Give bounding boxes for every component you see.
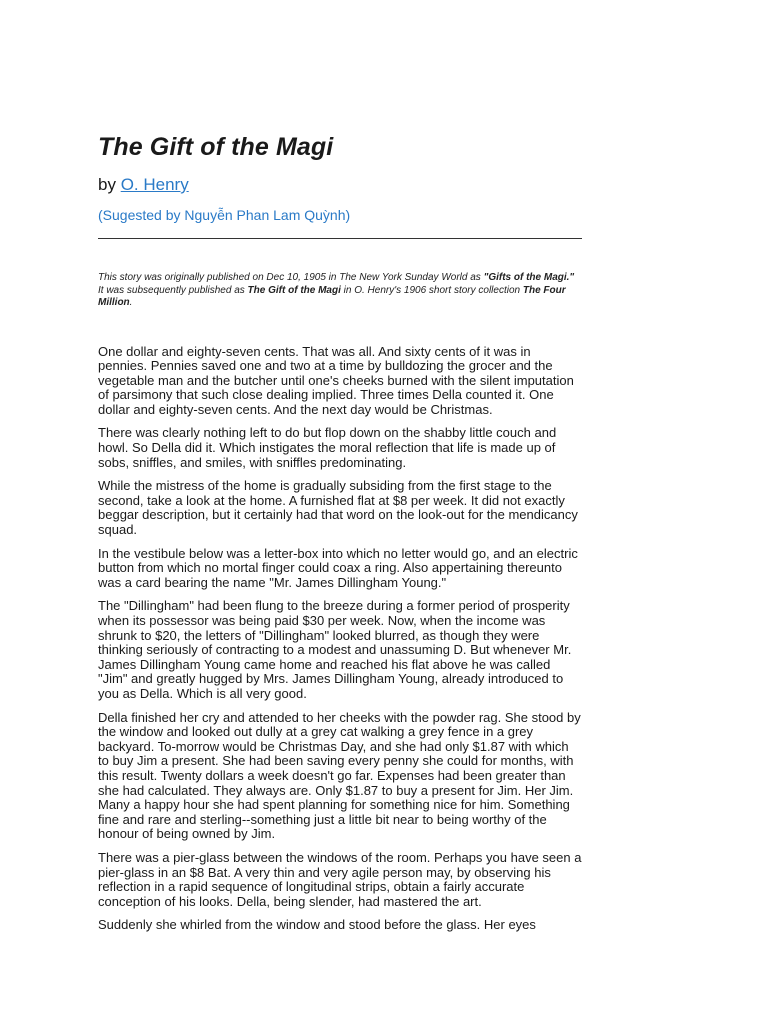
author-link[interactable]: O. Henry: [120, 175, 189, 194]
story-paragraph: One dollar and eighty-seven cents. That was all. And sixty cents of it was in pennies. Pennies saved one and two at a time by bulldozing the grocer and the vegetable man and the butcher until one's cheeks burned with the silent imputation of parsimony that such close dealing implied. Three times Della counted it. One dollar and eighty-seven cents. And the next day would be Christmas.: [98, 343, 574, 417]
story-paragraph: There was a pier-glass between the windows of the room. Perhaps you have seen a pier-glass in an $8 Bat. A very thin and very agile person may, by observing his reflection in a rapid sequence of longitudinal strips, obtain a fairly accurate conception of his looks. Della, being slender, had mastered the art.: [98, 849, 582, 909]
intro-text-4: .: [129, 297, 133, 308]
byline-prefix: by: [98, 175, 121, 194]
story-paragraph: Della finished her cry and attended to her cheeks with the powder rag. She stood by the window and looked out dully at a grey cat walking a grey fence in a grey backyard. To-morrow would be Christmas Day, and she had only $1.87 with which to buy Jim a present. She had been saving every penny she could for months, with this result. Twenty dollars a week doesn't go far. Expenses had been greater than she had calculated. They always are. Only $1.87 to buy a present for Jim. Her Jim. Many a happy hour she had spent planning for something nice for him. Something fine and rare and sterling--something just a little bit near to being worthy of the honour of being owned by Jim.: [98, 709, 581, 842]
publication-note: [98, 272, 582, 310]
page-title: The Gift of the Magi: [98, 133, 334, 161]
story-paragraph: Suddenly she whirled from the window and stood before the glass. Her eyes: [98, 917, 536, 933]
byline: [98, 174, 582, 196]
story-paragraph: There was clearly nothing left to do but flop down on the shabby little couch and howl. So Della did it. Which instigates the moral reflection that life is made up of sobs, sniffles, and smiles, with sniffles predominating.: [98, 425, 557, 470]
story-paragraph: While the mistress of the home is gradually subsiding from the first stage to the second, take a look at the home. A furnished flat at $8 per week. It did not exactly beggar description, but it certainly had that word on the look-out for the mendicancy squad.: [98, 478, 578, 538]
story-paragraph: In the vestibule below was a letter-box into which no letter would go, and an electric button from which no mortal finger could coax a ring. Also appertaining thereunto was a card bearing the name "Mr. James Dillingham Young.": [98, 545, 578, 590]
intro-text-1: This story was originally published on Dec 10, 1905 in The New York Sunday World as: [98, 272, 484, 283]
suggested-by-note: (Sugested by Nguyễn Phan Lam Quỳnh): [98, 207, 351, 223]
article: [98, 130, 582, 942]
intro-text-3: in O. Henry's 1906 short story collection: [340, 284, 523, 296]
intro-story-title: The Gift of the Magi: [247, 284, 341, 296]
story-body: [98, 345, 582, 933]
story-paragraph: The "Dillingham" had been flung to the breeze during a former period of prosperity when its possessor was being paid $30 per week. Now, when the income was shrunk to $20, the letters of "Dillingham" looked blurred, as though they were thinking seriously of contracting to a modest and unassuming D. But whenever Mr. James Dillingham Young came home and reached his flat above he was called "Jim" and greatly hugged by Mrs. James Dillingham Young, already introduced to you as Della. Which is all very good.: [98, 598, 572, 701]
intro-collection-title: The Four Million: [98, 284, 566, 308]
intro-text-2: It was subsequently published as: [98, 284, 248, 296]
title-divider: [98, 238, 582, 239]
intro-original-title: "Gifts of the Magi.": [483, 272, 575, 283]
